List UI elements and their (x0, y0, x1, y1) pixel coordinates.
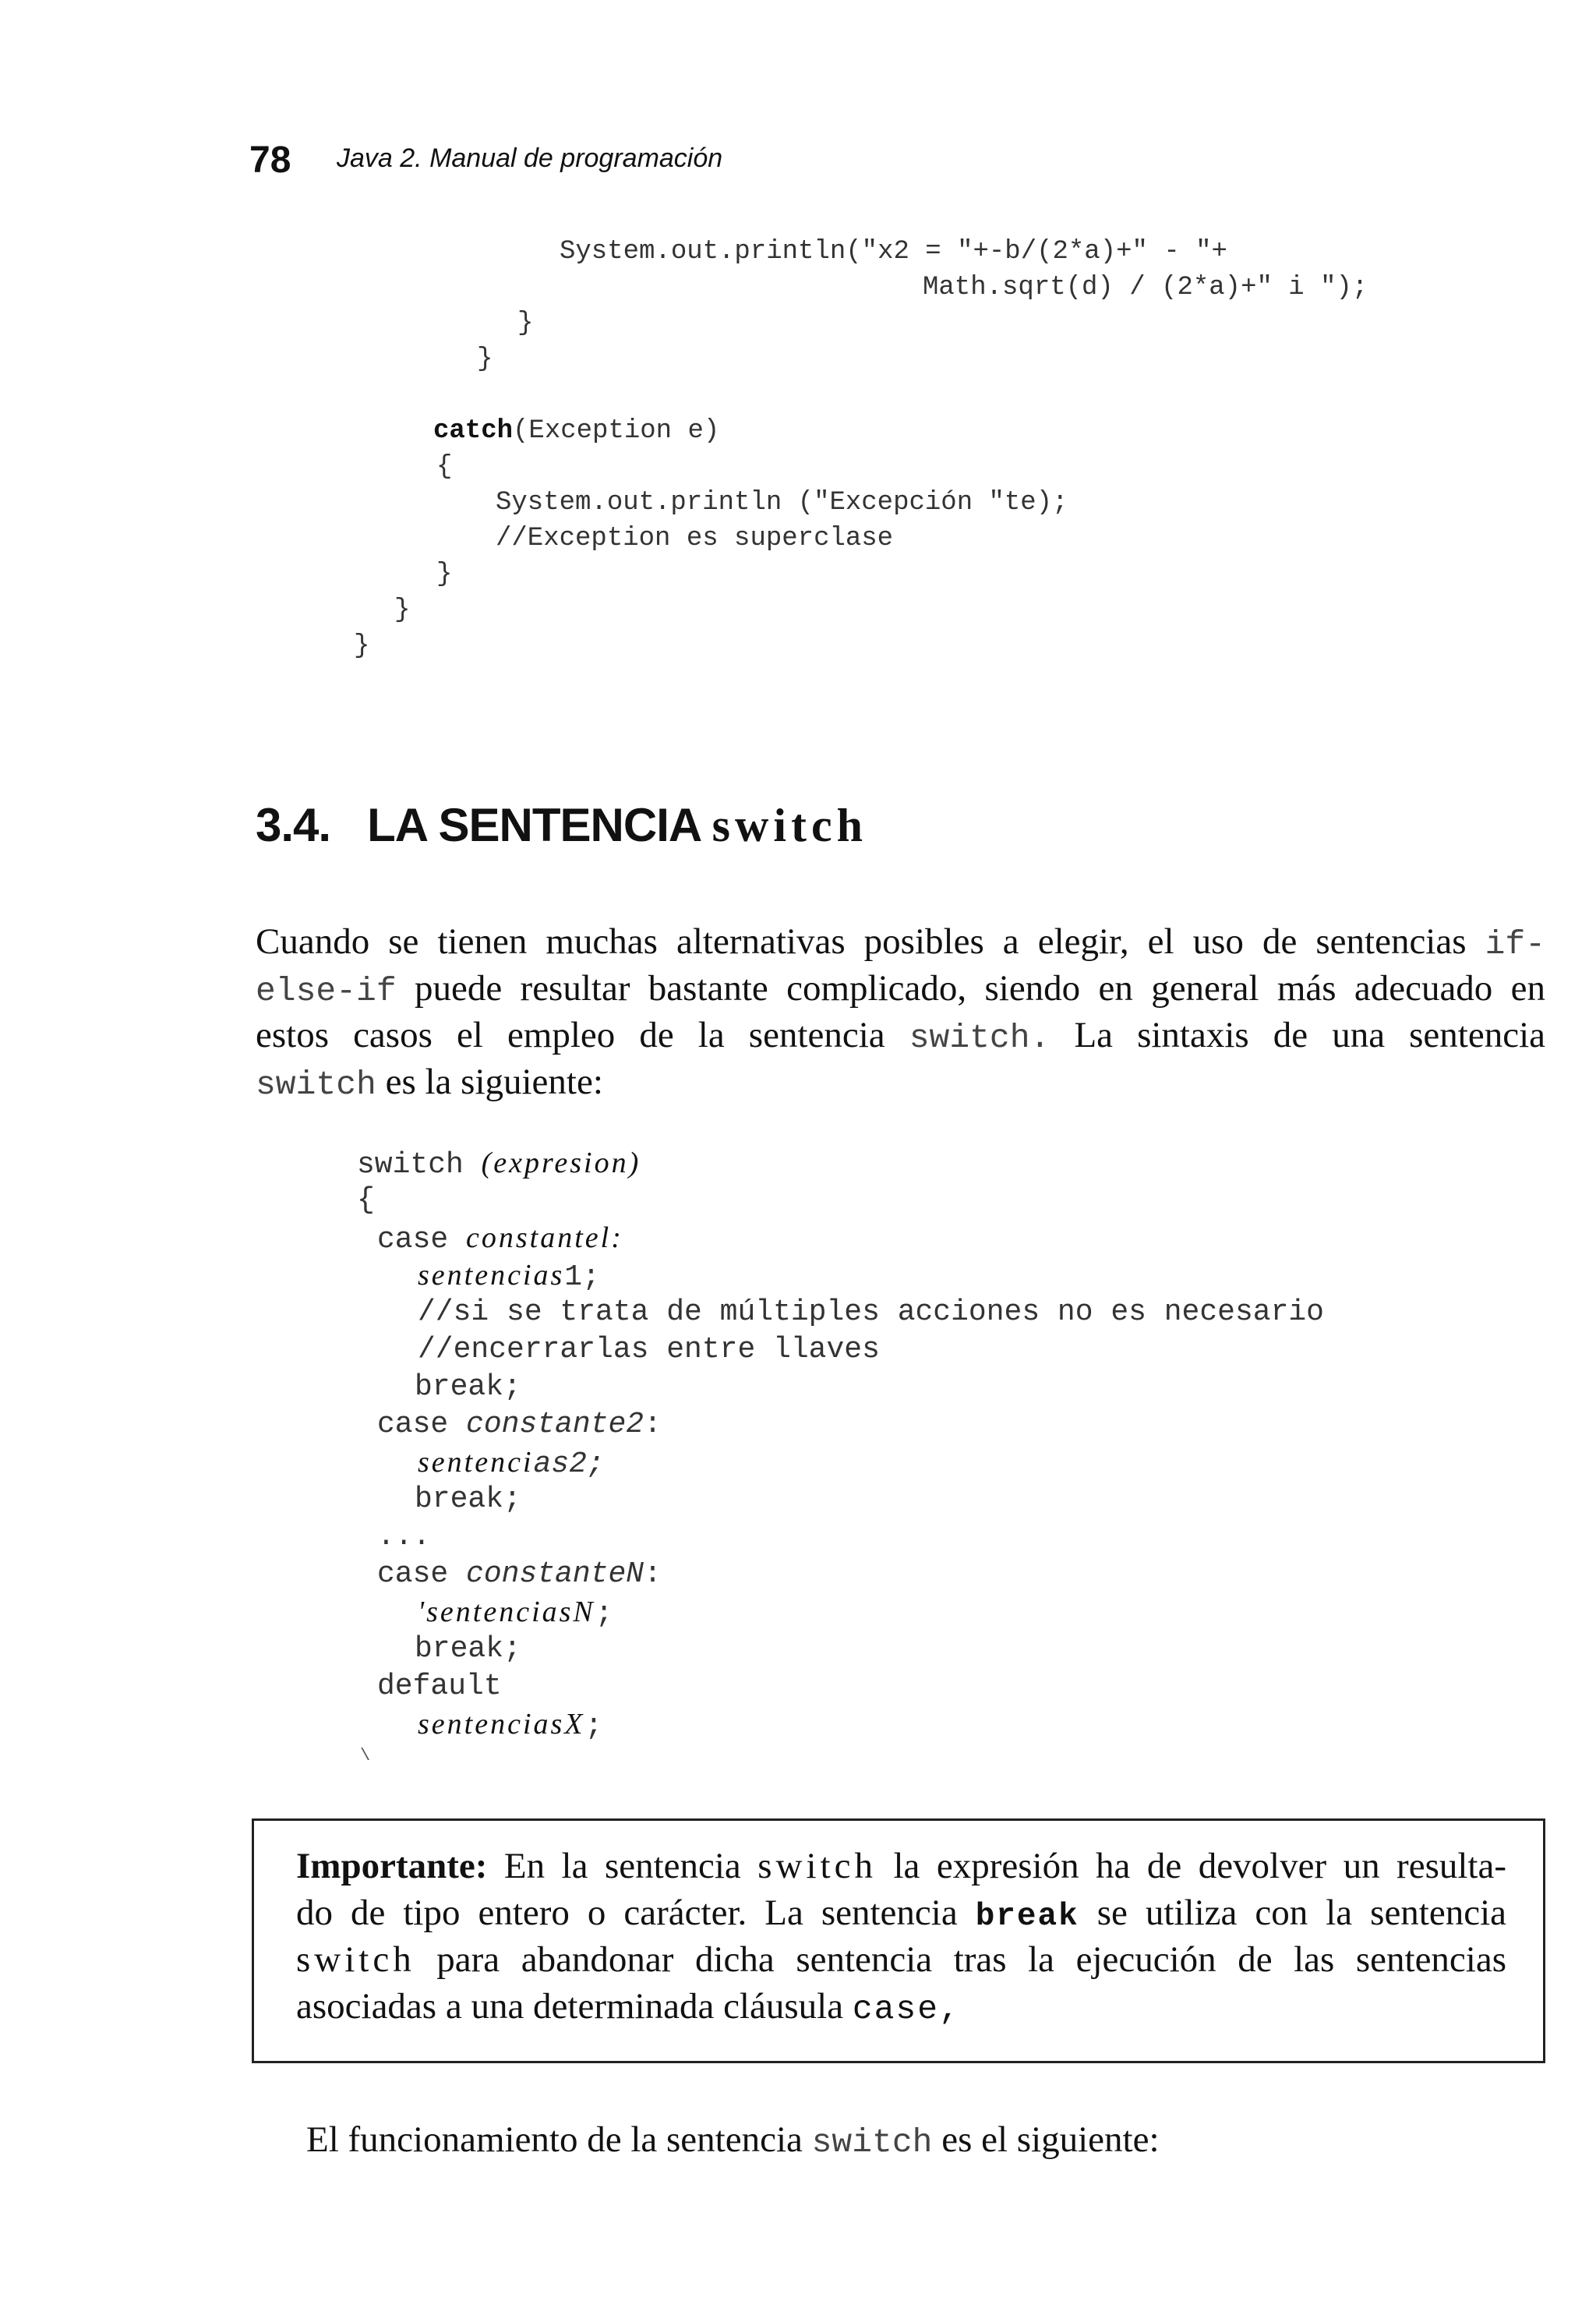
keyword: switch (296, 1939, 415, 1980)
note-label: Importante: (296, 1846, 488, 1886)
code-italic: constantel: (466, 1221, 623, 1254)
code-inline: else-if (256, 972, 397, 1010)
code-line: { (436, 452, 453, 482)
section-number: 3.4. (256, 799, 331, 851)
code-text: ; (584, 1709, 603, 1743)
code-text: case (377, 1223, 467, 1256)
keyword: break (975, 1899, 1079, 1935)
code-line: } (436, 560, 453, 589)
closing-sentence (306, 2119, 1160, 2161)
note-line (296, 1889, 1506, 1940)
code-line: break; (415, 1370, 521, 1404)
code-inline: switch (256, 1066, 376, 1104)
page-number: 78 (249, 140, 291, 181)
code-inline: if- (1485, 925, 1546, 963)
text: estos casos el empleo de la sentencia (256, 1015, 885, 1055)
code-line: break; (415, 1483, 521, 1516)
code-line: \ (360, 1746, 371, 1765)
text: El funcionamiento de la sentencia (306, 2119, 803, 2160)
code-line (418, 1593, 613, 1633)
code-text: ; (595, 1597, 613, 1631)
note-line (296, 1983, 961, 2033)
text: la expresión ha de devolver un resulta- (893, 1846, 1506, 1886)
code-line: } (394, 596, 411, 625)
text: La sintaxis de una sentencia (1074, 1015, 1545, 1055)
code-line (433, 413, 719, 449)
text: Cuando se tienen muchas alternativas posibles a elegir, el uso de sentencias (256, 921, 1467, 962)
code-text: : (644, 1557, 662, 1591)
code-italic: sentenci (418, 1446, 534, 1479)
keyword: case, (852, 1990, 961, 2028)
code-line: { (357, 1183, 375, 1217)
keyword: switch (757, 1846, 877, 1886)
text: se utiliza con la sentencia (1096, 1893, 1507, 1933)
code-line (377, 1219, 623, 1259)
code-text: : (644, 1408, 662, 1441)
code-line: //encerrarlas entre llaves (418, 1333, 880, 1366)
code-line (377, 1406, 662, 1444)
catch-params: (Exception e) (513, 416, 720, 446)
code-italic: 'sentenciasN (418, 1596, 595, 1628)
code-line: } (354, 631, 370, 661)
code-line: default (377, 1670, 502, 1703)
code-line (357, 1144, 641, 1184)
code-line (418, 1444, 605, 1483)
code-text: 1; (564, 1260, 600, 1294)
code-italic: (expresion) (481, 1147, 641, 1179)
text: es el siguiente: (941, 2119, 1160, 2160)
code-line: break; (415, 1632, 521, 1666)
text: do de tipo entero o carácter. La sentencia (296, 1893, 958, 1933)
code-line (377, 1556, 662, 1593)
code-line: //si se trata de múltiples acciones no es necesario (418, 1295, 1324, 1329)
code-line: Math.sqrt(d) / (2*a)+" i "); (923, 273, 1368, 302)
code-italic: constante2 (466, 1408, 644, 1441)
section-heading (256, 798, 867, 853)
text: para abandonar dicha sentencia tras la ejecución de las sentencias (436, 1939, 1507, 1980)
paragraph-line (256, 965, 1545, 1015)
paragraph-line (256, 1012, 1545, 1062)
paragraph-line (256, 918, 1545, 968)
code-line: //Exception es superclase (496, 524, 894, 553)
code-italic: as2; (533, 1447, 605, 1481)
text: es la siguiente: (385, 1062, 603, 1102)
code-text: switch (357, 1148, 482, 1182)
code-italic: constanteN (466, 1557, 644, 1591)
section-keyword: switch (711, 800, 868, 851)
note-line (296, 1936, 1506, 1983)
code-inline: switch (811, 2123, 933, 2161)
section-title: LA SENTENCIA (367, 799, 700, 851)
code-italic: sentenciasX (418, 1708, 585, 1741)
code-inline: switch. (909, 1019, 1050, 1057)
paragraph-line (256, 1059, 603, 1108)
code-line (418, 1705, 602, 1745)
code-text: case (377, 1557, 467, 1591)
code-line: ... (377, 1520, 431, 1553)
code-line: } (477, 345, 493, 374)
catch-keyword: catch (433, 416, 514, 446)
code-line: } (517, 309, 534, 338)
note-line (296, 1843, 1506, 1889)
text: asociadas a una determinada cláusula (296, 1986, 844, 2027)
code-line: System.out.println ("Excepción "te); (496, 488, 1068, 518)
text: En la sentencia (503, 1846, 741, 1886)
code-text: case (377, 1408, 467, 1441)
code-italic: sentencias (418, 1259, 565, 1292)
text: puede resultar bastante complicado, siendo en general más adecuado en (414, 968, 1546, 1009)
code-line: System.out.println("x2 = "+-b/(2*a)+" - "+ (560, 237, 1227, 267)
running-title: Java 2. Manual de programación (337, 143, 723, 173)
code-line (418, 1256, 600, 1296)
